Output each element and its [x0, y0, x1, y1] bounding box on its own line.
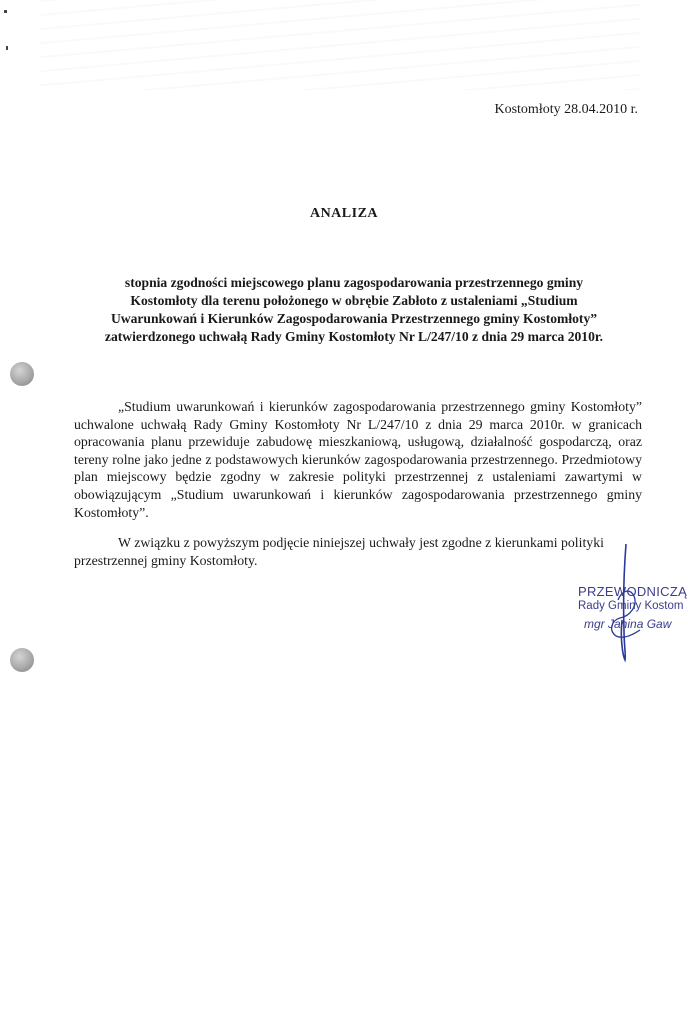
- analysis-paragraph: „Studium uwarunkowań i kierunków zagospodarowania przestrzennego gminy Kostomłoty” uchwalone uchwałą Rady Gminy Kostomłoty Nr L/247/10 z dnia 29 marca 2010r. w granicach opracowania planu przewiduje zabudowę mieszkaniową, usługową, działalność gospodarczą, oraz tereny rolne jako jedne z podstawowych kierunków zagospodarowania przestrzennego. Przedmiotowy plan miejscowy będzie zgodny w zakresie polityki przestrzennej z ustaleniami zawartymi w obowiązującym „Studium uwarunkowań i kierunków zagospodarowania przestrzennego gminy Kostomłoty”.: [74, 399, 642, 520]
- conclusion-paragraph: W związku z powyższym podjęcie niniejszej uchwały jest zgodne z kierunkami polityki przestrzennej gminy Kostomłoty.: [74, 535, 604, 568]
- subtitle-line: zatwierdzonego uchwałą Rady Gminy Kostomłoty Nr L/247/10 z dnia 29 marca 2010r.: [104, 329, 604, 344]
- subtitle-line: stopnia zgodności miejscowego planu zagospodarowania przestrzennego gminy: [124, 275, 584, 290]
- signature-stroke: [612, 591, 640, 637]
- stamp-line: PRZEWODNICZĄ: [578, 584, 688, 599]
- signature-stroke: [621, 544, 626, 660]
- scan-speck: [6, 46, 8, 50]
- document-date: Kostomłoty 28.04.2010 r.: [494, 102, 638, 117]
- punch-hole: [10, 648, 34, 672]
- stamp-line: mgr Janina Gaw: [584, 617, 672, 631]
- document-subtitle: [74, 274, 634, 346]
- subtitle-line: Uwarunkowań i Kierunków Zagospodarowania Przestrzennego gminy Kostomłoty”: [110, 311, 598, 326]
- scan-bleed-through: [40, 0, 640, 90]
- document-title: ANALIZA: [309, 206, 379, 221]
- stamp-line: Rady Gminy Kostom: [578, 600, 684, 612]
- subtitle-line: Kostomłoty dla terenu położonego w obrębie Zabłoto z ustaleniami „Studium: [130, 293, 578, 308]
- handwritten-signature: [560, 540, 688, 670]
- punch-hole: [10, 362, 34, 386]
- scan-speck: [4, 10, 7, 13]
